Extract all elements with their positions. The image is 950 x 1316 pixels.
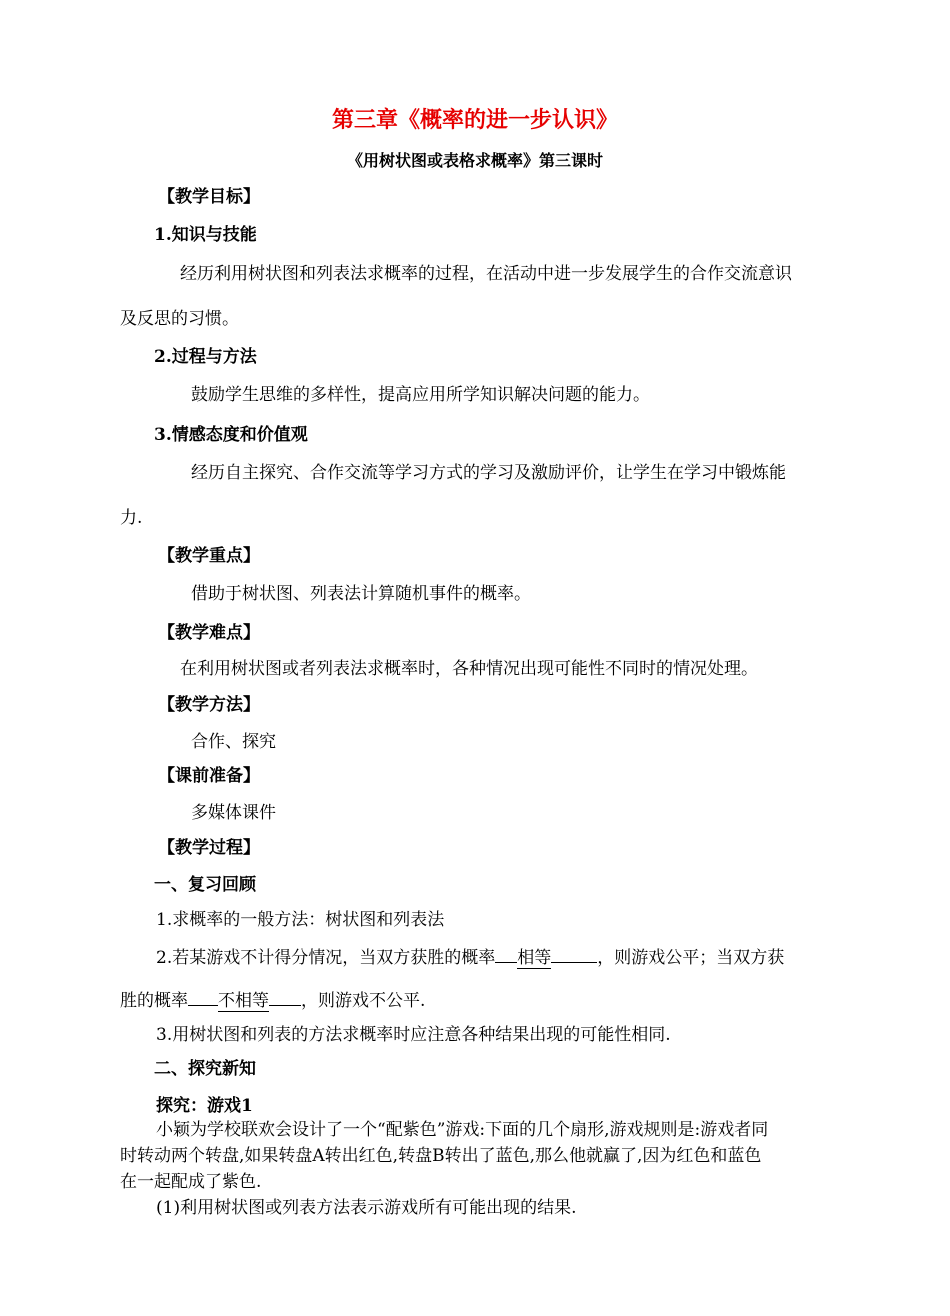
lesson-subtitle: 《用树状图或表格求概率》第三课时 <box>346 151 603 170</box>
answer-blank-trail <box>551 945 597 963</box>
difficulties-text: 在利用树状图或者列表法求概率时，各种情况出现可能性不同时的情况处理。 <box>180 659 758 679</box>
review-item-3: 3.用树状图和列表的方法求概率时应注意各种结果出现的可能性相同. <box>156 1025 671 1045</box>
emotion-text-line1: 经历自主探究、合作交流等学习方式的学习及激励评价，让学生在学习中锻炼能 <box>191 463 786 483</box>
answer-fill-equal: 相等 <box>517 948 552 968</box>
methods-text: 合作、探究 <box>191 732 276 752</box>
preparation-text: 多媒体课件 <box>191 803 276 823</box>
objectives-heading: 【教学目标】 <box>158 187 260 207</box>
process-text: 鼓励学生思维的多样性，提高应用所学知识解决问题的能力。 <box>191 385 650 405</box>
game-text-line2: 时转动两个转盘,如果转盘A转出红色,转盘B转出了蓝色,那么他就赢了,因为红色和蓝色 <box>120 1146 762 1166</box>
key-points-heading: 【教学重点】 <box>158 546 260 566</box>
answer-blank-trail-2 <box>269 988 301 1006</box>
review-item-2-line2 <box>120 988 425 1012</box>
answer-fill-unequal: 不相等 <box>218 991 269 1011</box>
review-item-2-text-d: ，则游戏不公平. <box>301 991 426 1011</box>
answer-blank-lead <box>495 945 517 963</box>
methods-heading: 【教学方法】 <box>158 695 260 715</box>
key-points-text: 借助于树状图、列表法计算随机事件的概率。 <box>191 584 531 604</box>
question-1: (1)利用树状图或列表方法表示游戏所有可能出现的结果. <box>156 1198 577 1218</box>
preparation-heading: 【课前准备】 <box>158 766 260 786</box>
review-item-2-text-a: 2.若某游戏不计得分情况，当双方获胜的概率 <box>156 948 496 968</box>
chapter-title: 第三章《概率的进一步认识》 <box>331 107 618 133</box>
process-heading: 2.过程与方法 <box>154 347 257 367</box>
knowledge-text-line1: 经历利用树状图和列表法求概率的过程，在活动中进一步发展学生的合作交流意识 <box>180 264 792 284</box>
difficulties-heading: 【教学难点】 <box>158 623 260 643</box>
explore-heading: 二、探究新知 <box>154 1059 256 1079</box>
review-heading: 一、复习回顾 <box>154 875 256 895</box>
game-text-line3: 在一起配成了紫色. <box>120 1172 262 1192</box>
emotion-heading: 3.情感态度和价值观 <box>154 425 308 445</box>
knowledge-heading: 1.知识与技能 <box>154 225 257 245</box>
knowledge-text-line2: 及反思的习惯。 <box>120 309 239 329</box>
game-text-line1: 小颖为学校联欢会设计了一个“配紫色”游戏:下面的几个扇形,游戏规则是:游戏者同 <box>156 1120 769 1140</box>
game-heading: 探究：游戏1 <box>156 1096 253 1116</box>
review-item-2-text-b: ，则游戏公平；当双方获 <box>597 948 785 968</box>
review-item-2-text-c: 胜的概率 <box>120 991 188 1011</box>
teaching-process-heading: 【教学过程】 <box>158 838 260 858</box>
review-item-1: 1.求概率的一般方法：树状图和列表法 <box>156 910 445 930</box>
review-item-2-line1 <box>156 945 784 969</box>
answer-blank-lead-2 <box>188 988 218 1006</box>
emotion-text-line2: 力. <box>120 508 143 528</box>
